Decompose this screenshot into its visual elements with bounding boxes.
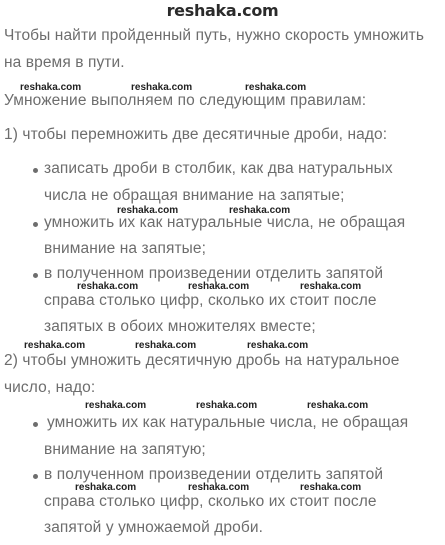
watermark: reshaka.com xyxy=(117,205,179,216)
watermark: reshaka.com xyxy=(300,482,362,493)
bullet-icon xyxy=(33,222,38,227)
text-line: числа не обращая внимание на запятые; xyxy=(44,187,345,204)
text-line: внимание на запятую; xyxy=(44,441,206,458)
text-line: умножить их как натуральные числа, не обращая xyxy=(44,214,406,231)
watermark: reshaka.com xyxy=(188,281,250,292)
text-line: справа столько цифр, сколько их стоит после xyxy=(44,292,377,309)
rule-heading: 2) чтобы умножить десятичную дробь на натуральное xyxy=(4,352,400,369)
watermark: reshaka.com xyxy=(85,400,147,411)
watermark: reshaka.com xyxy=(24,340,86,351)
text-line: внимание на запятые; xyxy=(44,240,207,257)
text-line: в полученном произведении отделить запятой xyxy=(44,265,384,282)
text-line: запятых в обоих множителях вместе; xyxy=(44,318,316,335)
watermark: reshaka.com xyxy=(77,281,139,292)
text-line: Чтобы найти пройденный путь, нужно скорость умножить xyxy=(4,27,424,44)
watermark: reshaka.com xyxy=(20,82,82,93)
bullet-icon xyxy=(33,273,38,278)
bullet-icon xyxy=(33,422,38,427)
watermark: reshaka.com xyxy=(135,340,197,351)
bullet-icon xyxy=(33,474,38,479)
text-line: умножить их как натуральные числа, не обращая xyxy=(47,414,409,431)
text-line: записать дроби в столбик, как два натуральных xyxy=(44,160,393,177)
watermark: reshaka.com xyxy=(188,482,250,493)
text-line: запятой у умножаемой дроби. xyxy=(44,519,263,536)
text-line: Умножение выполняем по следующим правилам: xyxy=(4,92,367,109)
text-line: на время в пути. xyxy=(4,54,125,71)
rule-heading: 1) чтобы перемножить две десятичные дроби, надо: xyxy=(4,126,388,143)
text-line: в полученном произведении отделить запятой xyxy=(44,466,384,483)
site-header: reshaka.com xyxy=(166,1,279,20)
watermark: reshaka.com xyxy=(229,205,291,216)
bullet-icon xyxy=(33,168,38,173)
watermark: reshaka.com xyxy=(196,400,258,411)
watermark: reshaka.com xyxy=(245,82,307,93)
text-line: число, надо: xyxy=(4,379,96,396)
watermark: reshaka.com xyxy=(75,482,137,493)
watermark: reshaka.com xyxy=(300,281,362,292)
text-line: справа столько цифр, сколько их стоит после xyxy=(44,493,377,510)
watermark: reshaka.com xyxy=(307,400,369,411)
watermark: reshaka.com xyxy=(247,340,309,351)
watermark: reshaka.com xyxy=(131,82,193,93)
